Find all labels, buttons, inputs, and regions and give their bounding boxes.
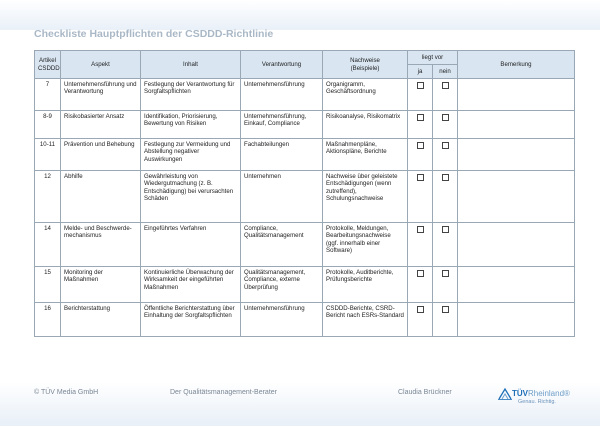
cell-nachweise: Protokolle, Meldungen, Bearbeitungsnachweise (ggf. innerhalb einer Software) bbox=[323, 223, 408, 267]
checklist-table bbox=[34, 50, 575, 337]
cell-aspekt: Melde- und Beschwerdemechanismus bbox=[61, 223, 141, 267]
cell-verantwortung: Unternehmen bbox=[241, 171, 323, 223]
cell-aspekt: Unternehmensführung und Verantwortung bbox=[61, 79, 141, 111]
table-row bbox=[35, 223, 575, 267]
cell-verantwortung: Unternehmensführung, Einkauf, Compliance bbox=[241, 111, 323, 139]
header-liegt-vor: liegt vor bbox=[408, 51, 458, 65]
checkbox-icon[interactable] bbox=[417, 114, 424, 121]
checkbox-icon[interactable] bbox=[417, 174, 424, 181]
cell-bemerkung[interactable] bbox=[458, 223, 575, 267]
checkbox-icon[interactable] bbox=[442, 306, 449, 313]
cell-nachweise: Protokolle, Auditberichte, Prüfungsberichte bbox=[323, 267, 408, 303]
cell-ja bbox=[408, 223, 433, 267]
cell-verantwortung: Unternehmensführung bbox=[241, 79, 323, 111]
cell-aspekt: Monitoring der Maßnahmen bbox=[61, 267, 141, 303]
checkbox-icon[interactable] bbox=[417, 82, 424, 89]
cell-ja bbox=[408, 139, 433, 171]
checkbox-icon[interactable] bbox=[417, 270, 424, 277]
table-row bbox=[35, 171, 575, 223]
table-row bbox=[35, 267, 575, 303]
table-row bbox=[35, 139, 575, 171]
logo-light: Rheinland® bbox=[528, 389, 570, 398]
cell-inhalt: Festlegung der Verantwortung für Sorgfaltspflichten bbox=[141, 79, 241, 111]
cell-ja bbox=[408, 303, 433, 337]
checkbox-icon[interactable] bbox=[442, 142, 449, 149]
cell-ja bbox=[408, 171, 433, 223]
header-nein: nein bbox=[433, 65, 458, 79]
footer-copyright: © TÜV Media GmbH bbox=[34, 389, 99, 396]
cell-nachweise: Organigramm, Geschäftsordnung bbox=[323, 79, 408, 111]
checkbox-icon[interactable] bbox=[417, 306, 424, 313]
header-inhalt: Inhalt bbox=[141, 51, 241, 79]
tuv-logo-icon bbox=[498, 387, 512, 401]
cell-aspekt: Abhilfe bbox=[61, 171, 141, 223]
cell-aspekt: Prävention und Behebung bbox=[61, 139, 141, 171]
cell-artikel: 14 bbox=[35, 223, 61, 267]
checkbox-icon[interactable] bbox=[442, 226, 449, 233]
footer-publication: Der Qualitätsmanagement-Berater bbox=[170, 389, 277, 396]
checkbox-icon[interactable] bbox=[442, 114, 449, 121]
cell-nein bbox=[433, 223, 458, 267]
header-nachweise-label: Nachweise bbox=[350, 56, 380, 64]
cell-verantwortung: Compliance, Qualitätsmanagement bbox=[241, 223, 323, 267]
header-ja: ja bbox=[408, 65, 433, 79]
checkbox-icon[interactable] bbox=[417, 226, 424, 233]
cell-aspekt: Risikobasierter Ansatz bbox=[61, 111, 141, 139]
page-title: Checkliste Hauptpflichten der CSDDD-Richtlinie bbox=[34, 28, 274, 40]
cell-inhalt: Festlegung zur Vermeidung und Abstellung negativer Auswirkungen bbox=[141, 139, 241, 171]
cell-nein bbox=[433, 111, 458, 139]
cell-ja bbox=[408, 267, 433, 303]
logo-wordmark bbox=[512, 389, 570, 398]
checkbox-icon[interactable] bbox=[442, 270, 449, 277]
cell-artikel: 10-11 bbox=[35, 139, 61, 171]
cell-nein bbox=[433, 79, 458, 111]
cell-bemerkung[interactable] bbox=[458, 79, 575, 111]
table-row bbox=[35, 303, 575, 337]
cell-inhalt: Öffentliche Berichterstattung über Einhaltung der Sorgfaltspflichten bbox=[141, 303, 241, 337]
cell-ja bbox=[408, 79, 433, 111]
cell-nachweise: Risikoanalyse, Risikomatrix bbox=[323, 111, 408, 139]
cell-bemerkung[interactable] bbox=[458, 111, 575, 139]
cell-verantwortung: Fachabteilungen bbox=[241, 139, 323, 171]
cell-artikel: 15 bbox=[35, 267, 61, 303]
cell-bemerkung[interactable] bbox=[458, 171, 575, 223]
cell-nein bbox=[433, 171, 458, 223]
cell-nachweise: Nachweise über geleistete Entschädigungen (wenn zutreffend), Schulungsnachweise bbox=[323, 171, 408, 223]
cell-ja bbox=[408, 111, 433, 139]
checkbox-icon[interactable] bbox=[442, 82, 449, 89]
cell-inhalt: Eingeführtes Verfahren bbox=[141, 223, 241, 267]
cell-inhalt: Gewährleistung von Wiedergutmachung (z. B. Entschädigung) bei verursachten Schäden bbox=[141, 171, 241, 223]
cell-bemerkung[interactable] bbox=[458, 303, 575, 337]
header-csddd-label: CSDDD bbox=[38, 64, 60, 72]
cell-artikel: 7 bbox=[35, 79, 61, 111]
cell-nein bbox=[433, 303, 458, 337]
cell-artikel: 8-9 bbox=[35, 111, 61, 139]
cell-aspekt: Berichterstattung bbox=[61, 303, 141, 337]
header-aspekt: Aspekt bbox=[61, 51, 141, 79]
cell-inhalt: Kontinuierliche Überwachung der Wirksamkeit der eingeführten Maßnahmen bbox=[141, 267, 241, 303]
tuv-logo bbox=[498, 385, 578, 409]
cell-artikel: 12 bbox=[35, 171, 61, 223]
header-band bbox=[0, 0, 600, 30]
header-verantwortung: Verantwortung bbox=[241, 51, 323, 79]
cell-bemerkung[interactable] bbox=[458, 267, 575, 303]
header-artikel-label: Artikel bbox=[39, 56, 56, 64]
logo-bold: TÜV bbox=[512, 389, 528, 398]
footer-author: Claudia Brückner bbox=[398, 389, 452, 396]
cell-nein bbox=[433, 139, 458, 171]
header-artikel bbox=[35, 51, 61, 79]
checkbox-icon[interactable] bbox=[442, 174, 449, 181]
logo-tagline: Genau. Richtig. bbox=[518, 399, 556, 405]
checkbox-icon[interactable] bbox=[417, 142, 424, 149]
cell-nein bbox=[433, 267, 458, 303]
table-row bbox=[35, 111, 575, 139]
table-row bbox=[35, 79, 575, 111]
cell-verantwortung: Qualitätsmanagement, Compliance, externe Überprüfung bbox=[241, 267, 323, 303]
cell-artikel: 16 bbox=[35, 303, 61, 337]
cell-inhalt: Identifikation, Priorisierung, Bewertung von Risiken bbox=[141, 111, 241, 139]
cell-nachweise: Maßnahmenpläne, Aktionspläne, Berichte bbox=[323, 139, 408, 171]
header-beispiele-label: (Beispiele) bbox=[350, 64, 380, 72]
header-nachweise bbox=[323, 51, 408, 79]
cell-verantwortung: Unternehmensführung bbox=[241, 303, 323, 337]
header-bemerkung: Bemerkung bbox=[458, 51, 575, 79]
cell-nachweise: CSDDD-Berichte, CSRD-Bericht nach ESRs-Standard bbox=[323, 303, 408, 337]
cell-bemerkung[interactable] bbox=[458, 139, 575, 171]
